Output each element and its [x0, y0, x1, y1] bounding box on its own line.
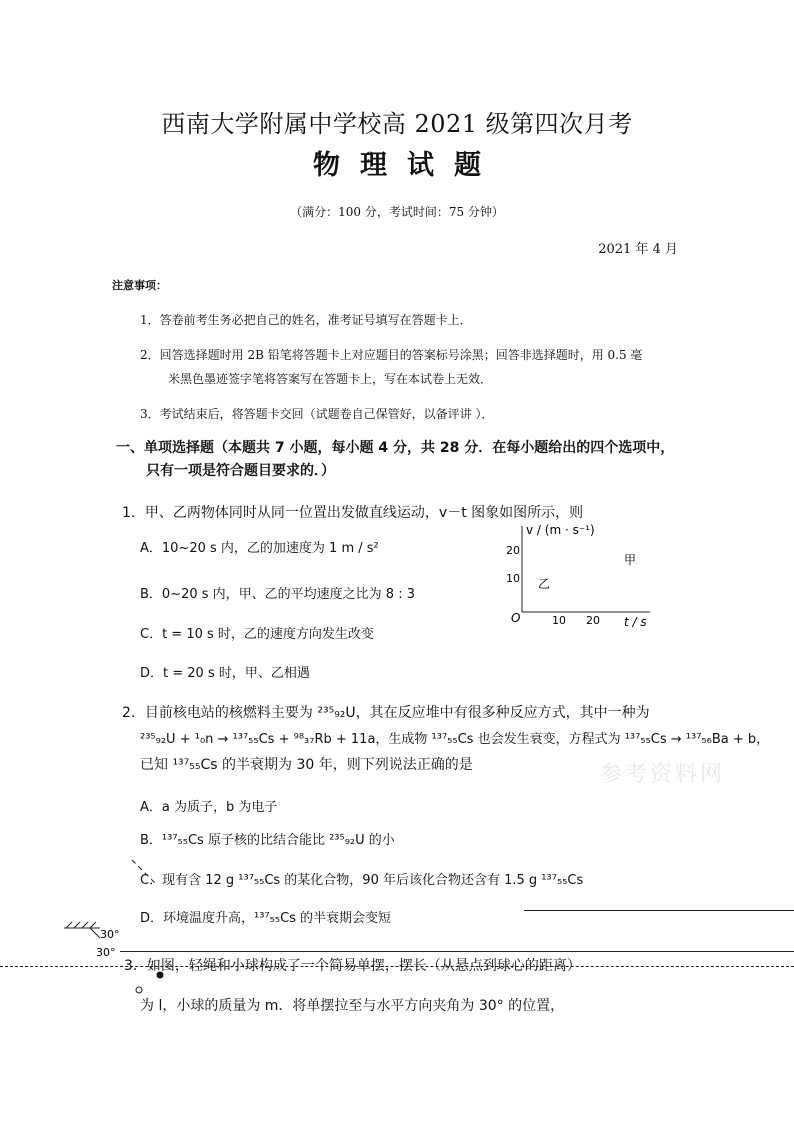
question-1-option-b: B．0~20 s 内，甲、乙的平均速度之比为 8 : 3: [140, 587, 415, 602]
question-2-stem-1: 2．目前核电站的核燃料主要为 ²³⁵₉₂U，其在反应堆中有很多种反应方式，其中一种为: [122, 705, 650, 721]
notice-title: 注意事项：: [112, 279, 167, 292]
notice-item-2: 2．回答选择题时用 2B 铅笔将答题卡上对应题目的答案标号涂黑；回答非选择题时，用 0.5 毫: [140, 348, 643, 362]
question-3-stem-2: 为 l，小球的质量为 m．将单摆拉至与水平方向夹角为 30° 的位置，: [140, 998, 565, 1014]
graph-ylabel: v / (m · s⁻¹): [526, 523, 595, 537]
question-2-option-a: A．a 为质子，b 为电子: [140, 800, 278, 815]
question-1-stem: 1．甲、乙两物体同时从同一位置出发做直线运动，v－t 图象如图所示，则: [122, 505, 584, 521]
graph-xtick-10: 10: [552, 614, 566, 627]
question-2-stem-2: ²³⁵₉₂U + ¹₀n → ¹³⁷₅₅Cs + ⁹⁸₃₇Rb + 11a，生成物 ¹³⁷₅₅Cs 也会发生衰变，方程式为 ¹³⁷₅₅Cs → ¹³⁷₅₆Ba + b，: [140, 732, 770, 747]
angle-label-2: 30°: [96, 946, 116, 959]
graph-xtick-20: 20: [586, 614, 600, 627]
question-1-option-a: A．10~20 s 内，乙的加速度为 1 m / s²: [140, 541, 379, 556]
graph-xlabel: t / s: [624, 615, 647, 629]
question-2-option-c: C．现有含 12 g ¹³⁷₅₅Cs 的某化合物，90 年后该化合物还含有 1.5 g ¹³⁷₅₅Cs: [140, 873, 584, 888]
angle-label-1: 30°: [100, 928, 120, 941]
watermark: 参考资料网: [600, 762, 726, 787]
question-2-option-b: B．¹³⁷₅₅Cs 原子核的比结合能比 ²³⁵₉₂U 的小: [140, 833, 395, 848]
question-1-option-c: C．t = 10 s 时，乙的速度方向发生改变: [140, 627, 374, 642]
subject-title: 物理试题: [313, 150, 501, 181]
vt-graph: [500, 520, 660, 632]
section-heading: 一、单项选择题（本题共 7 小题，每小题 4 分，共 28 分．在每小题给出的四个选项中，: [116, 440, 675, 456]
answer-line-1: [524, 910, 794, 911]
graph-series-jia: 甲: [624, 553, 637, 567]
graph-ytick-10: 10: [506, 572, 520, 585]
notice-item-1: 1．答卷前考生务必把自己的姓名，准考证号填写在答题卡上．: [140, 313, 472, 327]
exam-info: （满分：100 分，考试时间：75 分钟）: [290, 205, 504, 219]
question-3-stem-1: 3．如图，轻绳和小球构成了一个简易单摆，摆长（从悬点到球心的距离）: [124, 958, 581, 974]
graph-ytick-20: 20: [506, 544, 520, 557]
pendulum-string-dashed: [132, 860, 156, 884]
exam-date: 2021 年 4 月: [598, 242, 678, 257]
section-heading-cont: 只有一项是符合题目要求的．）: [146, 463, 335, 479]
school-title: 西南大学附属中学校高 2021 级第四次月考: [161, 110, 633, 138]
notice-item-3: 3．考试结束后，将答题卡交回（试题卷自己保管好，以备评讲 ）．: [140, 407, 494, 421]
answer-line-2: [120, 951, 794, 952]
question-2-stem-3: 已知 ¹³⁷₅₅Cs 的半衰期为 30 年，则下列说法正确的是: [140, 757, 473, 773]
question-1-option-d: D．t = 20 s 时，甲、乙相遇: [140, 666, 310, 681]
pendulum-figure: [62, 850, 172, 1000]
notice-item-2-cont: 米黑色墨迹签字笔将答案写在答题卡上，写在本试卷上无效．: [168, 372, 493, 386]
question-2-option-d: D．环境温度升高，¹³⁷₅₅Cs 的半衰期会变短: [140, 911, 392, 926]
graph-series-yi: 乙: [538, 577, 551, 591]
graph-origin: O: [511, 611, 521, 625]
pivot-point-o: [136, 987, 142, 993]
